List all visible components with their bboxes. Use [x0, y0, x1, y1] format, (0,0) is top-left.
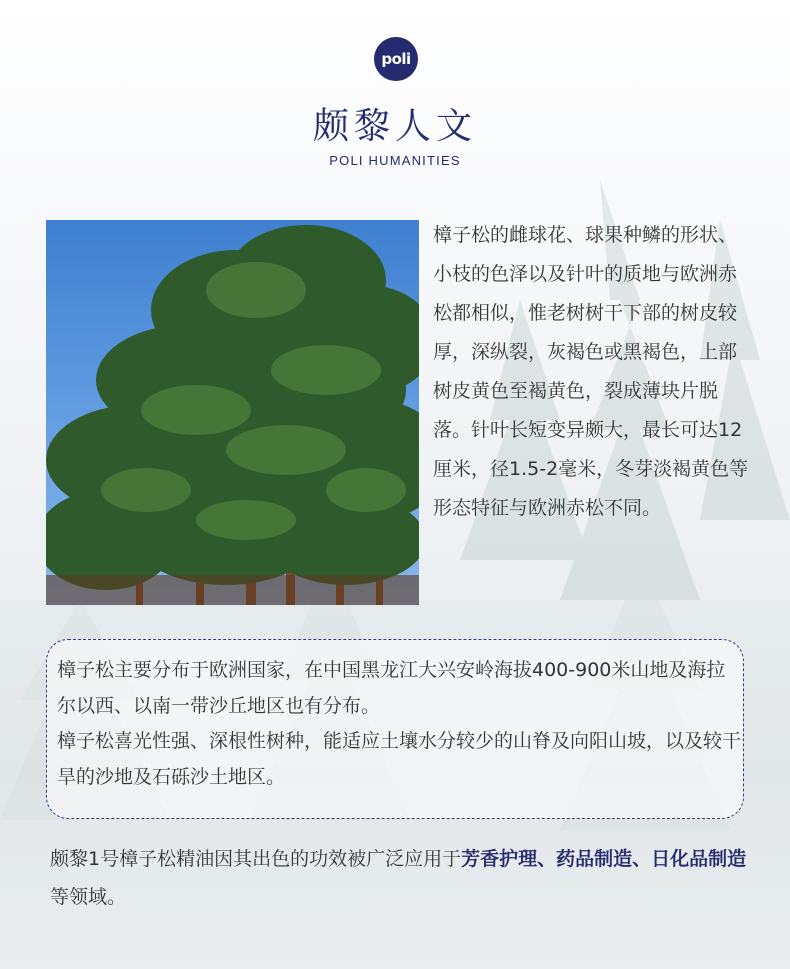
- pine-description: 樟子松的雌球花、球果种鳞的形状、小枝的色泽以及针叶的质地与欧洲赤松都相似，惟老树树干下部的树皮较厚，深纵裂，灰褐色或黑褐色，上部树皮黄色至褐黄色，裂成薄块片脱落。针叶长短变异颇大，最长可达12厘米，径1.5-2毫米，冬芽淡褐黄色等形态特征与欧洲赤松不同。: [433, 224, 749, 519]
- summary-suffix: 等领域。: [50, 886, 127, 908]
- logo-text: poli: [381, 50, 411, 68]
- distribution-text: 樟子松主要分布于欧洲国家，在中国黑龙江大兴安岭海拔400-900米山地及海拉尔以西、以南一带沙丘地区也有分布。: [57, 659, 726, 717]
- page-title: 颇黎人文: [312, 106, 477, 147]
- habitat-text: 樟子松喜光性强、深根性树种，能适应土壤水分较少的山脊及向阳山坡，以及较干旱的沙地及石砾沙土地区。: [57, 730, 742, 788]
- summary-prefix: 颇黎1号樟子松精油因其出色的功效被广泛应用于: [50, 848, 462, 870]
- info-box: [46, 639, 744, 819]
- poli-logo: [374, 37, 418, 81]
- page-subtitle: POLI HUMANITIES: [329, 153, 461, 168]
- summary-text: [50, 840, 750, 916]
- pine-tree-illustration: [46, 220, 419, 605]
- pine-tree-photo: [46, 220, 419, 605]
- summary-highlight: 芳香护理、药品制造、日化品制造: [461, 848, 747, 870]
